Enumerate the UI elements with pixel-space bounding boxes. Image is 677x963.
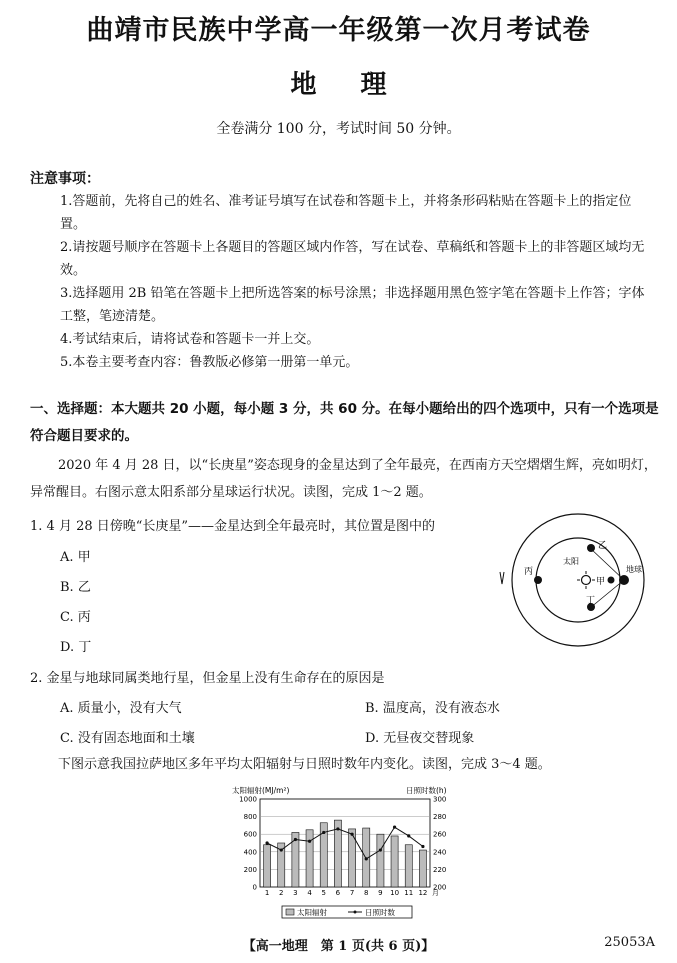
notice-item-2: 2.请按题号顺序在答题卡上各题目的答题区域内作答，写在试卷、草稿纸和答题卡上的非答题区域均无效。 — [60, 240, 645, 278]
chart-left-tick-label: 200 — [243, 865, 257, 874]
notice-item-5: 5.本卷主要考查内容：鲁教版必修第一册第一单元。 — [60, 355, 359, 370]
label-earth: 地球 — [626, 565, 642, 574]
q2-option-c: C. 没有固态地面和土壤 — [60, 731, 195, 746]
chart-line-point — [365, 857, 368, 860]
chart-right-tick-label: 220 — [433, 865, 447, 874]
legend-label-sunshine: 日照时数 — [365, 908, 395, 917]
chart-plot-frame — [260, 799, 430, 887]
chart-x-tick-label: 3 — [293, 889, 298, 897]
chart-bar — [377, 834, 384, 887]
chart-left-tick-label: 800 — [243, 813, 257, 822]
earth-icon — [619, 575, 629, 585]
chart-x-tick-label: 4 — [307, 889, 312, 897]
chart-line-point — [280, 848, 283, 851]
chart-x-tick-label: 5 — [321, 889, 326, 897]
chart-line-point — [294, 838, 297, 841]
notice-item-1: 1.答题前，先将自己的姓名、准考证号填写在试卷和答题卡上，并将条形码粘贴在答题卡上的指定位置。 — [60, 194, 632, 232]
radiation-chart — [230, 785, 460, 925]
chart-left-tick-label: 1000 — [239, 795, 257, 804]
chart-bar — [264, 845, 271, 887]
q2-option-d: D. 无昼夜交替现象 — [365, 731, 475, 746]
section-intro: 2020 年 4 月 28 日，以“长庚星”姿态现身的金星达到了全年最亮，在西南方天空熠熠生辉，亮如明灯，异常醒目。右图示意太阳系部分星球运行状况。读图，完成 1～2 题。 — [30, 458, 657, 500]
chart-sunshine-line — [267, 827, 423, 859]
chart-x-tick-label: 2 — [279, 889, 284, 897]
q1-option-c: C. 丙 — [60, 610, 91, 625]
page-footer: 【高一地理 第 1 页(共 6 页)】 — [242, 939, 435, 954]
chart-bar — [405, 845, 412, 887]
q2-option-a: A. 质量小，没有大气 — [60, 701, 182, 716]
label-jia: 甲 — [596, 577, 606, 587]
chart-right-tick-label: 260 — [433, 830, 447, 839]
intro-questions-3-4: 下图示意我国拉萨地区多年平均太阳辐射与日照时数年内变化。读图，完成 3～4 题。 — [58, 757, 551, 772]
chart-x-tick-label: 9 — [378, 889, 383, 897]
chart-x-tick-label: 12 — [418, 889, 428, 897]
chart-line-point — [308, 840, 311, 843]
subject-char-1: 地 — [290, 70, 317, 100]
q1-option-a: A. 甲 — [60, 550, 91, 565]
chart-line-point — [336, 827, 339, 830]
chart-left-tick-label: 600 — [243, 830, 257, 839]
legend-swatch-bar — [286, 909, 294, 915]
chart-right-tick-label: 280 — [433, 813, 447, 822]
chart-bar — [391, 836, 398, 887]
chart-right-tick-label: 300 — [433, 795, 447, 804]
score-line: 全卷满分 100 分，考试时间 50 分钟。 — [216, 121, 461, 137]
planet-jia — [608, 577, 615, 584]
chart-line-point — [421, 845, 424, 848]
chart-line-point — [322, 831, 325, 834]
orbit-diagram — [490, 510, 650, 655]
subject-char-2: 理 — [360, 70, 387, 100]
chart-line-point — [350, 833, 353, 836]
q2-option-b: B. 温度高，没有液态水 — [365, 701, 500, 716]
chart-right-tick-label: 240 — [433, 848, 447, 857]
notice-item-3: 3.选择题用 2B 铅笔在答题卡上把所选答案的标号涂黑；非选择题用黑色签字笔在答题卡上作答；字体工整，笔迹清楚。 — [60, 286, 645, 324]
label-ding: 丁 — [586, 596, 596, 606]
chart-left-axis-label: 太阳辐射(MJ/m²) — [232, 786, 290, 795]
chart-bar — [306, 830, 313, 887]
planet-yi — [587, 544, 595, 552]
subject-title — [0, 64, 677, 101]
chart-line-point — [407, 834, 410, 837]
chart-x-tick-label: 1 — [264, 889, 270, 897]
chart-x-tick-label: 7 — [349, 889, 355, 897]
chart-line-point — [265, 841, 268, 844]
chart-x-tick-label: 6 — [335, 889, 341, 897]
q1-option-d: D. 丁 — [60, 640, 92, 655]
chart-right-tick-label: 200 — [433, 883, 447, 892]
chart-line-point — [393, 826, 396, 829]
section-heading: 一、选择题：本大题共 20 小题，每小题 3 分，共 60 分。在每小题给出的四个选项中，只有一个选项是符合题目要求的。 — [30, 401, 659, 444]
chart-x-unit: 月 — [432, 889, 439, 897]
q1-option-b: B. 乙 — [60, 580, 91, 595]
notice-item-4: 4.考试结束后，请将试卷和答题卡一并上交。 — [60, 332, 320, 347]
planet-bing — [534, 576, 542, 584]
paper-title: 曲靖市民族中学高一年级第一次月考试卷 — [86, 15, 591, 46]
notice-heading: 注意事项： — [30, 171, 100, 187]
label-yi: 乙 — [598, 541, 608, 551]
chart-x-tick-label: 8 — [364, 889, 369, 897]
chart-left-tick-label: 400 — [243, 848, 257, 857]
chart-line-point — [379, 848, 382, 851]
label-sun: 太阳 — [563, 557, 579, 566]
chart-x-tick-label: 11 — [404, 889, 414, 897]
legend-label-radiation: 太阳辐射 — [297, 908, 327, 917]
question-2-stem: 2. 金星与地球同属类地行星，但金星上没有生命存在的原因是 — [30, 671, 385, 686]
chart-bar — [419, 850, 426, 887]
chart-right-axis-label: 日照时数(h) — [406, 786, 447, 795]
question-1-stem: 1. 4 月 28 日傍晚“长庚星”——金星达到全年最亮时，其位置是图中的 — [30, 519, 436, 534]
sun-icon — [582, 576, 591, 585]
paper-code: 25053A — [604, 935, 655, 950]
chart-left-tick-label: 0 — [252, 883, 257, 892]
label-bing: 丙 — [524, 567, 534, 577]
chart-x-tick-label: 10 — [390, 889, 400, 897]
